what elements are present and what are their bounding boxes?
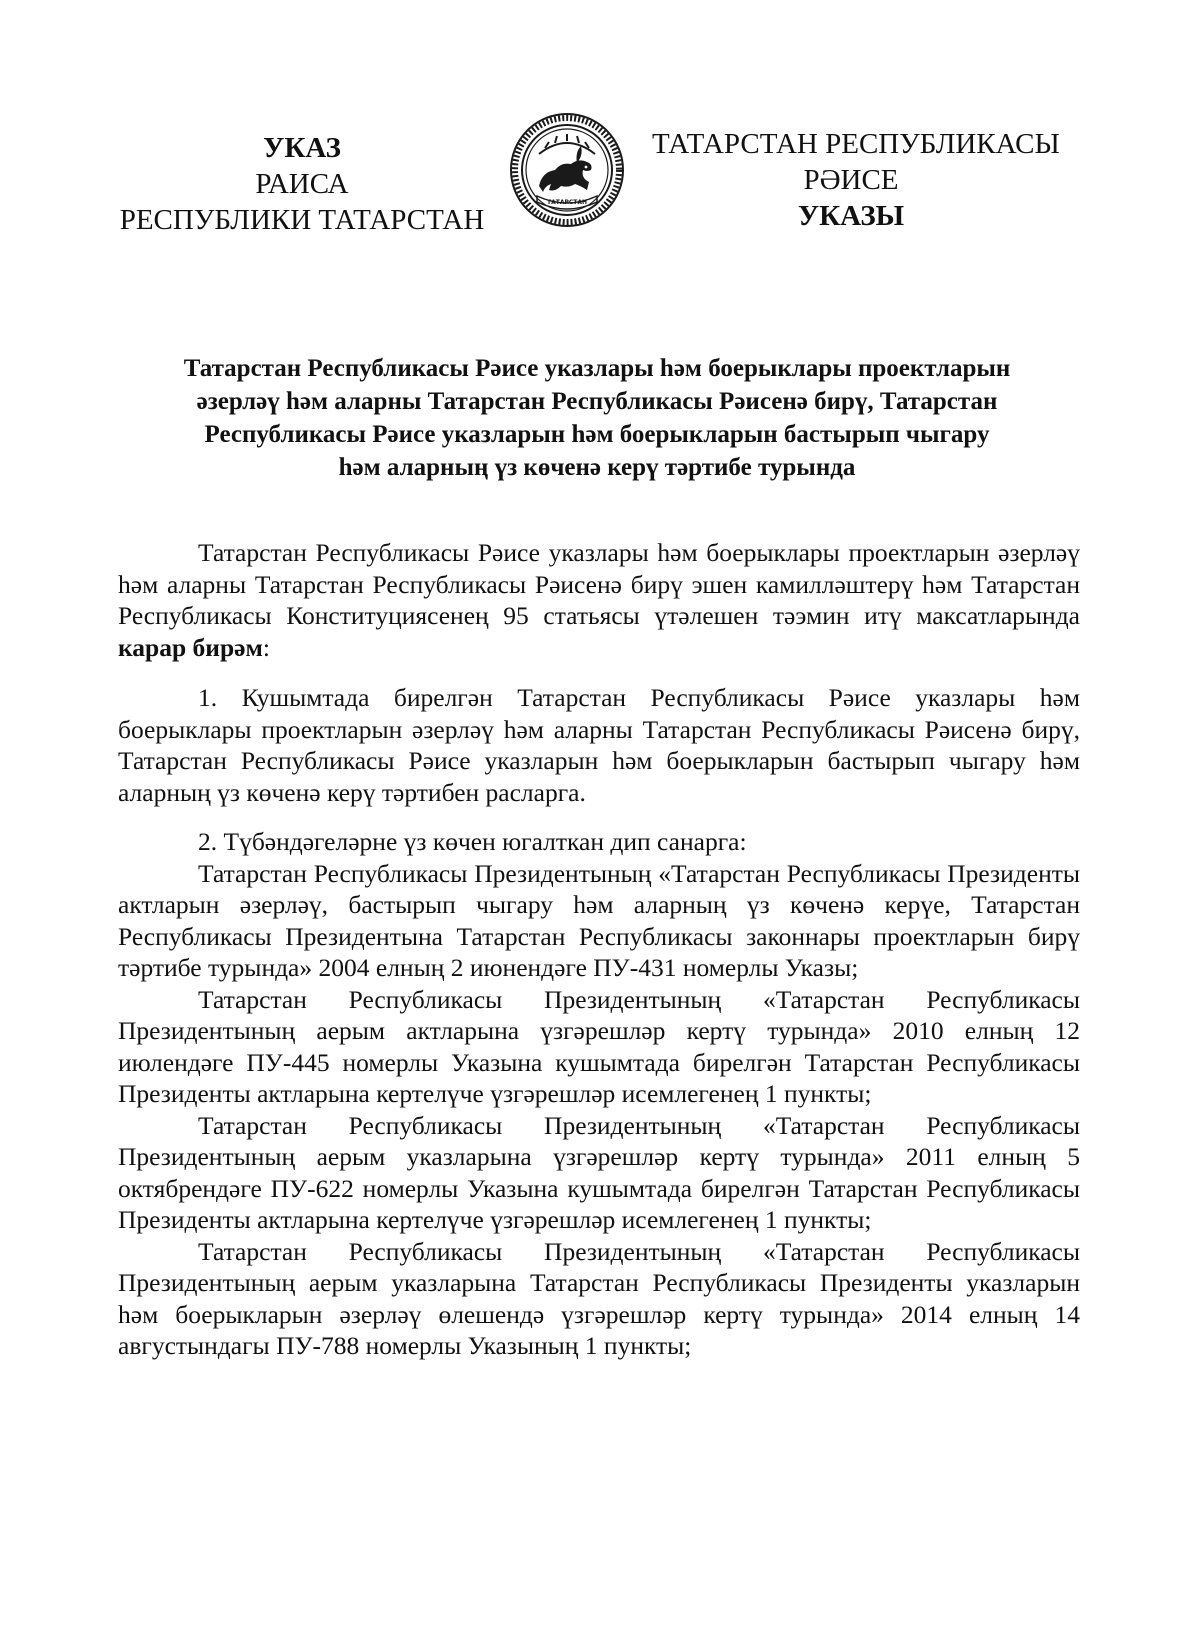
header-right-block xyxy=(652,126,1060,234)
header-right-line3: УКАЗЫ xyxy=(797,200,905,232)
preamble-end: : xyxy=(262,632,270,662)
header-right-line2: РӘИСЕ xyxy=(803,164,899,196)
header-left-line3: РЕСПУБЛИКИ ТАТАРСТАН xyxy=(119,204,485,236)
item-1-section xyxy=(118,682,1080,808)
header-left-line2: РАИСА xyxy=(255,168,349,200)
header-left-block xyxy=(118,130,486,238)
preamble-decree-phrase: карар бирәм xyxy=(118,632,263,662)
preamble-text: Татарстан Республикасы Рәисе указлары һәм боерыклары проектларын әзерләү һәм аларны Татарстан Республикасы Рәисенә бирү эшен камилләштерү һәм Татарстан Республикасы Конституциясенең 95 статьясы үтәлешен тәэмин итү максатларында xyxy=(118,538,1080,630)
header-right-line1: ТАТАРСТАН РЕСПУБЛИКАСЫ xyxy=(652,128,1060,160)
header-left-line1: УКАЗ xyxy=(263,132,341,164)
title-line-4: һәм аларның үз көченә керү тәртибе турында xyxy=(338,454,856,481)
coat-of-arms-emblem xyxy=(509,112,625,228)
document-title xyxy=(116,352,1078,484)
title-line-1: Татарстан Республикасы Рәисе указлары һәм боерыклары проектларын xyxy=(183,355,1011,382)
emblem-ribbon-text: ТАТАРСТАН xyxy=(546,199,588,206)
title-line-3: Республикасы Рәисе указларын һәм боерыкларын бастырып чыгару xyxy=(204,421,990,448)
item-2-section xyxy=(118,826,1080,1362)
item-2-subitem: Татарстан Республикасы Президентының «Татарстан Республикасы Президенты актларын әзерләү, бастырып чыгару һәм аларның үз көченә керүе, Татарстан Республикасы Президентына Татарстан Республикасы законнары проектларын бирү тәртибе турында» 2004 елның 2 июнендәге ПУ-431 номерлы Указы; xyxy=(118,858,1080,982)
item-2-subitem: Татарстан Республикасы Президентының «Татарстан Республикасы Президентының аерым указларына Татарстан Республикасы Президенты указларын һәм боерыкларын әзерләү өлешендә үзгәрешләр кертү турында» 2014 елның 14 августындагы ПУ-788 номерлы Указының 1 пункты; xyxy=(118,1236,1080,1360)
title-line-2: әзерләү һәм аларны Татарстан Республикасы Рәисенә бирү, Татарстан xyxy=(196,388,998,415)
item-1-paragraph: 1. Кушымтада бирелгән Татарстан Республикасы Рәисе указлары һәм боерыклары проектларын әзерләү һәм аларны Татарстан Республикасы Рәисенә бирү, Татарстан Республикасы Рәисе указларын һәм боерыкларын бастырып чыгару һәм аларның үз көченә керү тәртибен расларга. xyxy=(118,683,1080,807)
item-2-subitem: Татарстан Республикасы Президентының «Татарстан Республикасы Президентының аерым актларына үзгәрешләр кертү турында» 2010 елның 12 июлендәге ПУ-445 номерлы Указына кушымтада бирелгән Татарстан Республикасы Президенты актларына кертелүче үзгәрешләр исемлегенең 1 пункты; xyxy=(118,984,1080,1108)
preamble-paragraph xyxy=(118,537,1080,663)
preamble-section xyxy=(118,537,1080,663)
item-2-heading: 2. Түбәндәгеләрне үз көчен югалткан дип санарга: xyxy=(198,827,747,856)
item-2-subitem: Татарстан Республикасы Президентының «Татарстан Республикасы Президентының аерым указларына үзгәрешләр кертү турында» 2011 елның 5 октябрендәге ПУ-622 номерлы Указына кушымтада бирелгән Татарстан Республикасы Президенты актларына кертелүче үзгәрешләр исемлегенең 1 пункты; xyxy=(118,1110,1080,1234)
